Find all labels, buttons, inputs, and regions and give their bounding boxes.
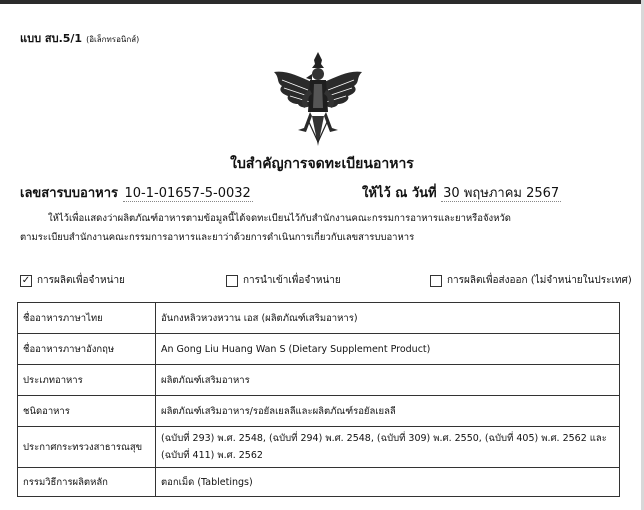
- table-row: [18, 468, 620, 497]
- ministry-notice-value: (ฉบับที่ 293) พ.ศ. 2548, (ฉบับที่ 294) พ.ศ. 2548, (ฉบับที่ 309) พ.ศ. 2550, (ฉบับที่ 405) พ.ศ. 2562 และ (ฉบับที่ 411) พ.ศ. 2562: [156, 427, 620, 468]
- table-row: [18, 303, 620, 334]
- form-code-note: (อิเล็กทรอนิกส์): [86, 35, 140, 44]
- empty-checkbox-icon: [226, 275, 238, 287]
- checkbox-production-export[interactable]: [430, 273, 632, 288]
- thai-name-value: อันกงหลิวหวงหวาน เอส (ผลิตภัณฑ์เสริมอาหาร): [156, 303, 620, 334]
- empty-checkbox-icon: [430, 275, 442, 287]
- document-title: ใบสำคัญการจดทะเบียนอาหาร: [230, 156, 414, 172]
- checkbox-import-sale[interactable]: [226, 273, 341, 288]
- checkbox-label: การนำเข้าเพื่อจำหน่าย: [243, 275, 341, 286]
- table-row: [18, 396, 620, 427]
- checkmark-icon: ✓: [21, 274, 31, 286]
- checkbox-label: การผลิตเพื่อส่งออก (ไม่จำหน่ายในประเทศ): [447, 275, 632, 286]
- food-category-key: ประเภทอาหาร: [18, 365, 156, 396]
- issue-date-label: ให้ไว้ ณ วันที่: [362, 186, 437, 201]
- food-info-table: [17, 302, 620, 497]
- issue-date: [362, 182, 561, 203]
- garuda-emblem-icon: [268, 50, 368, 150]
- table-row: [18, 427, 620, 468]
- table-row: [18, 334, 620, 365]
- thai-name-key: ชื่ออาหารภาษาไทย: [18, 303, 156, 334]
- statement-paragraph-1: ให้ไว้เพื่อแสดงว่าผลิตภัณฑ์อาหารตามข้อมูลนี้ได้จดทะเบียนไว้กับสำนักงานคณะกรรมการอาหารและยาหรือจังหวัด: [48, 213, 511, 224]
- form-code: [20, 29, 139, 47]
- top-border: [0, 0, 644, 4]
- registration-value: 10-1-01657-5-0032: [124, 186, 251, 201]
- statement-paragraph-2: ตามระเบียบสำนักงานคณะกรรมการอาหารและยาว่าด้วยการดำเนินการเกี่ยวกับเลขสารบบอาหาร: [20, 232, 415, 243]
- checkbox-label: การผลิตเพื่อจำหน่าย: [37, 275, 125, 286]
- food-category-value: ผลิตภัณฑ์เสริมอาหาร: [156, 365, 620, 396]
- production-method-value: ตอกเม็ด (Tabletings): [156, 468, 620, 497]
- checkbox-production-sale[interactable]: [20, 273, 125, 288]
- food-type-key: ชนิดอาหาร: [18, 396, 156, 427]
- production-method-key: กรรมวิธีการผลิตหลัก: [18, 468, 156, 497]
- registration-label: เลขสารบบอาหาร: [20, 186, 118, 201]
- issue-date-value: 30 พฤษภาคม 2567: [443, 186, 560, 201]
- ministry-notice-key: ประกาศกระทรวงสาธารณสุข: [18, 427, 156, 468]
- table-row: [18, 365, 620, 396]
- english-name-value: An Gong Liu Huang Wan S (Dietary Supplement Product): [156, 334, 620, 365]
- registration-number: [20, 182, 253, 203]
- form-code-text: แบบ สบ.5/1: [20, 32, 83, 45]
- english-name-key: ชื่ออาหารภาษาอังกฤษ: [18, 334, 156, 365]
- food-type-value: ผลิตภัณฑ์เสริมอาหาร/รอยัลเยลลีและผลิตภัณฑ์รอยัลเยลลี: [156, 396, 620, 427]
